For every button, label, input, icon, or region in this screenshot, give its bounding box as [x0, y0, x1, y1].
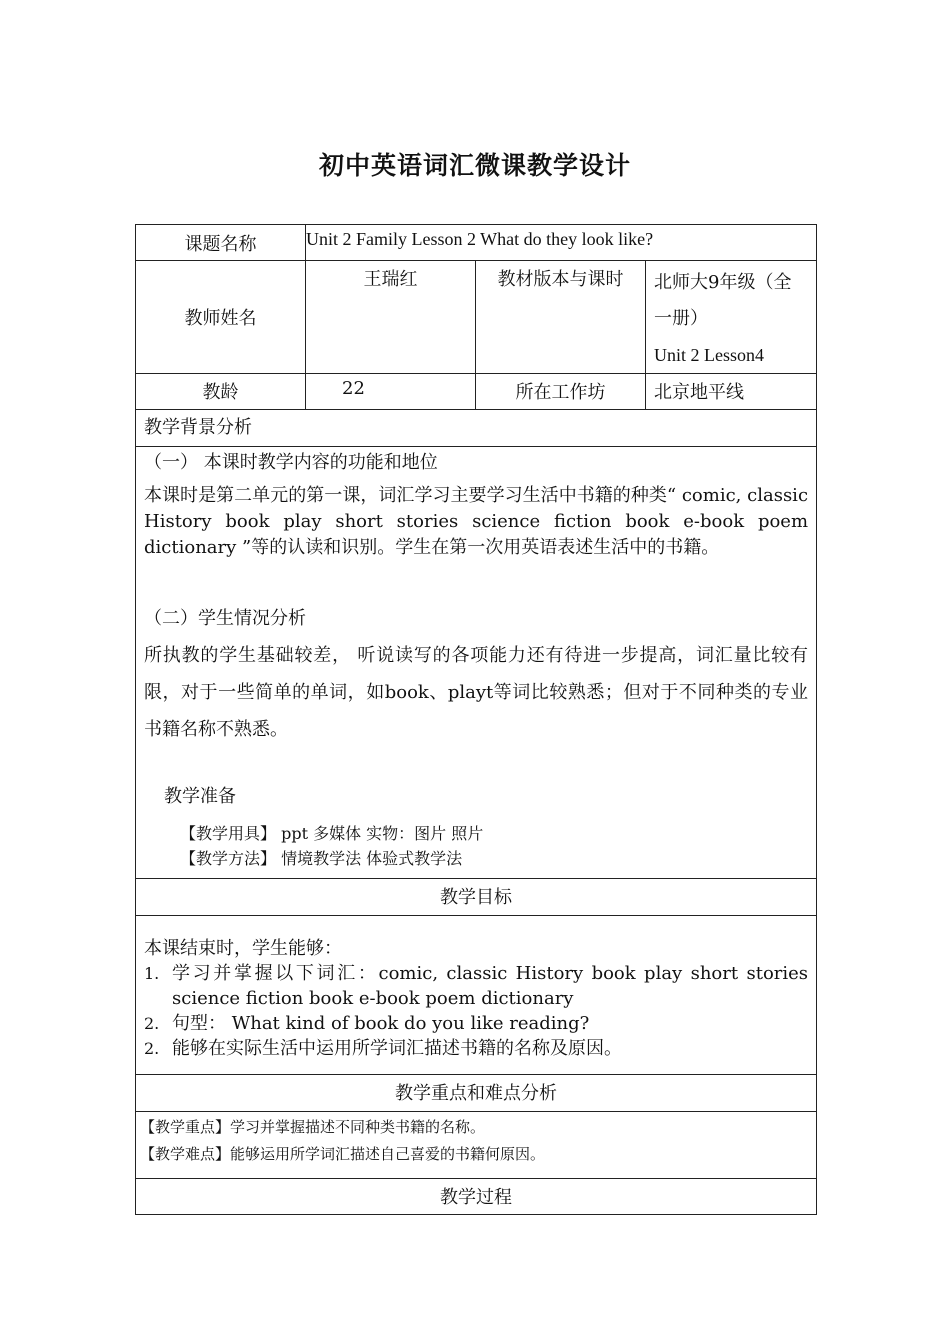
age-label: 教龄	[136, 374, 306, 410]
objectives-content	[136, 916, 817, 1075]
objective-number: 2.	[144, 1014, 160, 1033]
objective-text: 句型： What kind of book do you like reading?	[172, 1013, 590, 1034]
row-objectives-content	[136, 916, 817, 1075]
teacher-value: 王瑞红	[306, 261, 476, 374]
row-course-name	[136, 225, 817, 261]
background-content	[136, 447, 817, 879]
row-keypoints-content	[136, 1112, 817, 1179]
teacher-label: 教师姓名	[136, 261, 306, 374]
row-background-content	[136, 447, 817, 879]
objective-item	[144, 1036, 808, 1061]
workshop-label: 所在工作坊	[476, 374, 646, 410]
course-name-label: 课题名称	[136, 225, 306, 261]
objective-number: 2.	[144, 1039, 160, 1058]
row-process-heading	[136, 1179, 817, 1215]
edition-line2: 一册）	[654, 308, 708, 329]
age-value: 22	[306, 374, 476, 410]
objectives-heading: 教学目标	[136, 879, 817, 916]
part2-title: （二）学生情况分析	[144, 608, 306, 629]
prep-tools: 【教学用具】 ppt 多媒体 实物：图片 照片	[180, 824, 484, 843]
prep-title: 教学准备	[164, 786, 236, 807]
edition-line3: Unit 2 Lesson4	[654, 345, 764, 365]
lesson-design-table	[135, 224, 817, 1215]
prep-methods: 【教学方法】 情境教学法 体验式教学法	[180, 849, 463, 868]
row-age	[136, 374, 817, 410]
edition-value	[646, 261, 817, 374]
workshop-value: 北京地平线	[646, 374, 817, 410]
objectives-intro: 本课结束时，学生能够：	[144, 938, 342, 959]
objective-text: 学习并掌握以下词汇：comic, classic History book play short stories science fiction book e-book poem dictionary	[172, 963, 809, 1009]
keypoints-heading: 教学重点和难点分析	[136, 1075, 817, 1112]
part1-text: 本课时是第二单元的第一课，词汇学习主要学习生活中书籍的种类“ comic, classic History book play short stories science fiction book e-book poem dictionary ”等的认读和识别。学生在第一次用英语表述生活中的书籍。	[144, 485, 809, 558]
edition-label: 教材版本与课时	[476, 261, 646, 374]
part2-text: 所执教的学生基础较差， 听说读写的各项能力还有待进一步提高，词汇量比较有限，对于一些简单的单词，如book、playt等词比较熟悉；但对于不同种类的专业书籍名称不熟悉。	[144, 645, 809, 740]
row-keypoints-heading	[136, 1075, 817, 1112]
keypoints-content	[136, 1112, 817, 1179]
edition-line1: 北师大9年级（全	[654, 272, 792, 293]
background-heading: 教学背景分析	[136, 410, 817, 447]
process-heading: 教学过程	[136, 1179, 817, 1215]
course-name-value: Unit 2 Family Lesson 2 What do they look like?	[306, 225, 817, 261]
part1-title: （一） 本课时教学内容的功能和地位	[144, 452, 438, 473]
row-objectives-heading	[136, 879, 817, 916]
objective-number: 1.	[144, 964, 160, 983]
objective-text: 能够在实际生活中运用所学词汇描述书籍的名称及原因。	[172, 1038, 622, 1059]
objective-item	[144, 1011, 808, 1036]
document-title: 初中英语词汇微课教学设计	[318, 151, 631, 180]
keypoint-focus: 【教学重点】学习并掌握描述不同种类书籍的名称。	[140, 1118, 486, 1136]
objectives-list	[144, 961, 808, 1061]
keypoint-difficulty: 【教学难点】能够运用所学词汇描述自己喜爱的书籍何原因。	[140, 1145, 546, 1163]
row-teacher	[136, 261, 817, 374]
row-background-heading	[136, 410, 817, 447]
objective-item	[144, 961, 808, 1011]
